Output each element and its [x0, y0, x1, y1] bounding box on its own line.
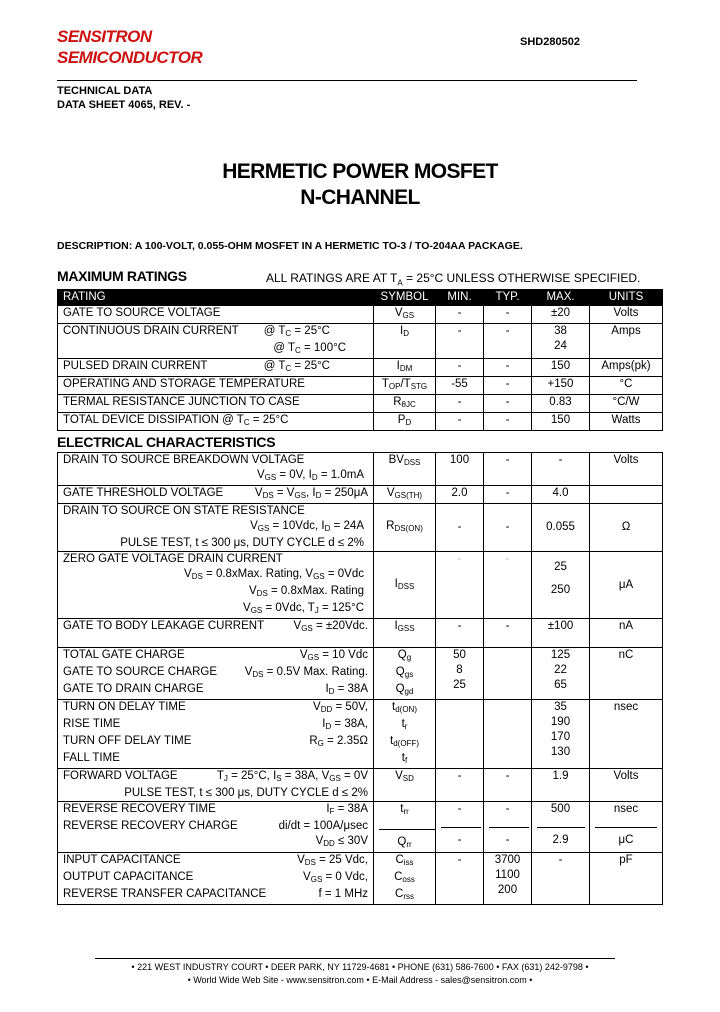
max: 0.055 [532, 504, 590, 552]
min: 100 [436, 453, 484, 486]
min: 2.0 [436, 486, 484, 504]
max-ratings-table [57, 289, 663, 431]
rating-name: OPERATING AND STORAGE TEMPERATURE [58, 377, 374, 395]
footer-web: • World Wide Web Site - www.sensitron.com • E-Mail Address - sales@sensitron.com • [187, 975, 533, 985]
tech-data-block [57, 84, 190, 112]
unit: Amps(pk) [590, 359, 663, 377]
symbol: $V_{SD}$ [374, 769, 436, 802]
table-row [58, 377, 663, 395]
rating-name: CONTINUOUS DRAIN CURRENT @ $T_C = 25^\circ C$ @ $T_C = 100^\circ C$ [58, 324, 374, 359]
table-row [58, 306, 663, 324]
min: - [436, 306, 484, 324]
symbol: $I_{DM}$ [374, 359, 436, 377]
page-title [0, 159, 720, 211]
max: 125 22 65 [532, 648, 590, 700]
max: 25 250 [532, 552, 590, 619]
symbol: $I_{DSS}$ [374, 552, 436, 619]
min: - - [436, 802, 484, 853]
symbol: $R_{DS(ON)}$ [374, 504, 436, 552]
symbol: $P_D$ [374, 413, 436, 431]
unit: μA [590, 552, 663, 619]
typ: - [484, 306, 532, 324]
table-row [58, 700, 663, 769]
col-min: MIN. [436, 290, 484, 306]
table-row [58, 324, 663, 359]
param: DRAIN TO SOURCE BREAKDOWN VOLTAGE $V_{GS} = 0V$, $I_D = 1.0mA$ [58, 453, 374, 486]
table-row [58, 552, 663, 619]
note-rest: = 25°C UNLESS OTHERWISE SPECIFIED. [402, 271, 641, 285]
min: - [436, 324, 484, 359]
rating-name: TOTAL DEVICE DISSIPATION @ $T_C = 25^\circ C$ [58, 413, 374, 431]
max-ratings-heading: MAXIMUM RATINGS [57, 268, 187, 284]
table-row [58, 359, 663, 377]
table-row [58, 395, 663, 413]
max: 500 2.9 [532, 802, 590, 853]
typ: - [484, 552, 532, 619]
typ: - [484, 486, 532, 504]
typ [484, 700, 532, 769]
unit: Watts [590, 413, 663, 431]
typ: - - [484, 802, 532, 853]
max: 150 [532, 359, 590, 377]
param: DRAIN TO SOURCE ON STATE RESISTANCE $V_{GS} = 10Vdc$, $I_D = 24A$ PULSE TEST, t ≤ 300 μs, DUTY CYCLE d ≤ 2% [58, 504, 374, 552]
max: 150 [532, 413, 590, 431]
typ: - [484, 619, 532, 648]
typ [484, 648, 532, 700]
unit: nA [590, 619, 663, 648]
max: +150 [532, 377, 590, 395]
logo-line1: SENSITRON [57, 27, 152, 46]
unit: pF [590, 853, 663, 905]
symbol: $C_{iss}$ $C_{oss}$ $C_{rss}$ [374, 853, 436, 905]
min: - [436, 552, 484, 619]
symbol: $Q_g$ $Q_{gs}$ $Q_{gd}$ [374, 648, 436, 700]
unit: °C [590, 377, 663, 395]
max: ±100 [532, 619, 590, 648]
symbol: $R_{\theta JC}$ [374, 395, 436, 413]
max: 38 24 [532, 324, 590, 359]
unit [590, 486, 663, 504]
note-sub: A [397, 278, 403, 288]
table-row [58, 802, 663, 853]
symbol: $V_{GS}$ [374, 306, 436, 324]
table-row [58, 619, 663, 648]
unit: Amps [590, 324, 663, 359]
typ: - [484, 395, 532, 413]
table-row [58, 413, 663, 431]
max: 0.83 [532, 395, 590, 413]
symbol: $I_{GSS}$ [374, 619, 436, 648]
datasheet-label: DATA SHEET 4065, REV. - [57, 99, 191, 111]
table-row [58, 769, 663, 802]
table-row [58, 453, 663, 486]
unit: Volts [590, 769, 663, 802]
param: GATE TO BODY LEAKAGE CURRENT $V_{GS} = \pm 20Vdc$. [58, 619, 374, 648]
unit: nsec μC [590, 802, 663, 853]
logo-line2: SEMICONDUCTOR [57, 48, 203, 67]
symbol: $BV_{DSS}$ [374, 453, 436, 486]
footer-divider [95, 958, 615, 959]
table-row [58, 853, 663, 905]
min [436, 700, 484, 769]
param: TURN ON DELAY TIME $V_{DD} = 50V$, RISE TIME $I_D = 38A$, TURN OFF DELAY TIME $R_G = 2.35\Omega$ FALL TIME [58, 700, 374, 769]
header-divider [57, 80, 637, 81]
typ: - [484, 504, 532, 552]
max: 4.0 [532, 486, 590, 504]
elec-table [57, 452, 663, 905]
param: INPUT CAPACITANCE $V_{DS} = 25$ Vdc, OUTPUT CAPACITANCE $V_{GS} = 0$ Vdc, REVERSE TRANSFER CAPACITANCE f = 1 MHz [58, 853, 374, 905]
typ: - [484, 453, 532, 486]
param: GATE THRESHOLD VOLTAGE $V_{DS} = V_{GS}$, $I_D = 250\mu A$ [58, 486, 374, 504]
company-logo [57, 26, 202, 68]
typ: 3700 1100 200 [484, 853, 532, 905]
min: -55 [436, 377, 484, 395]
max: ±20 [532, 306, 590, 324]
symbol: $V_{GS(TH)}$ [374, 486, 436, 504]
max: 35 190 170 130 [532, 700, 590, 769]
tech-data-label: TECHNICAL DATA [57, 85, 153, 97]
title-line2: N-CHANNEL [300, 186, 420, 209]
symbol: $t_{rr}$ $Q_{rr}$ [374, 802, 436, 853]
unit: °C/W [590, 395, 663, 413]
unit: nsec [590, 700, 663, 769]
typ: - [484, 359, 532, 377]
unit: Volts [590, 306, 663, 324]
param: TOTAL GATE CHARGE $V_{GS} = 10$ Vdc GATE TO SOURCE CHARGE $V_{DS} = 0.5V$ Max. Rating. GATE TO DRAIN CHARGE $I_D = 38A$ [58, 648, 374, 700]
min: - [436, 769, 484, 802]
min: - [436, 619, 484, 648]
table-row [58, 648, 663, 700]
param: FORWARD VOLTAGE $T_J = 25^\circ C$, $I_S = 38A$, $V_{GS} = 0V$ PULSE TEST, t ≤ 300 μs, DUTY CYCLE d ≤ 2% [58, 769, 374, 802]
max: - [532, 853, 590, 905]
symbol: $t_{d(ON)}$ $t_r$ $t_{d(OFF)}$ $t_f$ [374, 700, 436, 769]
param: REVERSE RECOVERY TIME $I_F = 38A$ REVERSE RECOVERY CHARGE di/dt = 100A/μsec $V_{DD} \le 30V$ [58, 802, 374, 853]
rating-name: TERMAL RESISTANCE JUNCTION TO CASE [58, 395, 374, 413]
symbol: $T_{OP}/T_{STG}$ [374, 377, 436, 395]
rating-name: GATE TO SOURCE VOLTAGE [58, 306, 374, 324]
elec-heading: ELECTRICAL CHARACTERISTICS [57, 434, 276, 450]
min: - [436, 395, 484, 413]
typ: - [484, 413, 532, 431]
table-row [58, 486, 663, 504]
min: - [436, 359, 484, 377]
doc-number: SHD280502 [520, 36, 580, 48]
unit: Volts [590, 453, 663, 486]
param: ZERO GATE VOLTAGE DRAIN CURRENT $V_{DS}$ = 0.8xMax. Rating, $V_{GS} = 0Vdc$ $V_{DS}$ = 0.8xMax. Rating $V_{GS} = 0Vdc$, $T_J = 125^\circ C$ [58, 552, 374, 619]
min: - [436, 413, 484, 431]
typ: - [484, 769, 532, 802]
min: - [436, 853, 484, 905]
rating-name: PULSED DRAIN CURRENT @ $T_C = 25^\circ C$ [58, 359, 374, 377]
max: - [532, 453, 590, 486]
title-line1: HERMETIC POWER MOSFET [222, 160, 498, 183]
typ: - [484, 377, 532, 395]
col-units: UNITS [590, 290, 663, 306]
ratings-note [266, 271, 640, 287]
note-text: ALL RATINGS ARE AT T [266, 271, 398, 285]
min: 50 8 25 [436, 648, 484, 700]
description: DESCRIPTION: A 100-VOLT, 0.055-OHM MOSFET IN A HERMETIC TO-3 / TO-204AA PACKAGE. [57, 240, 523, 252]
unit: Ω [590, 504, 663, 552]
max: 1.9 [532, 769, 590, 802]
footer-address: • 221 WEST INDUSTRY COURT • DEER PARK, NY 11729-4681 • PHONE (631) 586-7600 • FAX (631) 242-9798 • [131, 962, 589, 972]
symbol: $I_D$ [374, 324, 436, 359]
table-row [58, 504, 663, 552]
typ: - [484, 324, 532, 359]
col-rating: RATING [58, 290, 374, 306]
unit: nC [590, 648, 663, 700]
col-max: MAX. [532, 290, 590, 306]
table-header-row [58, 290, 663, 306]
col-symbol: SYMBOL [374, 290, 436, 306]
col-typ: TYP. [484, 290, 532, 306]
min: - [436, 504, 484, 552]
